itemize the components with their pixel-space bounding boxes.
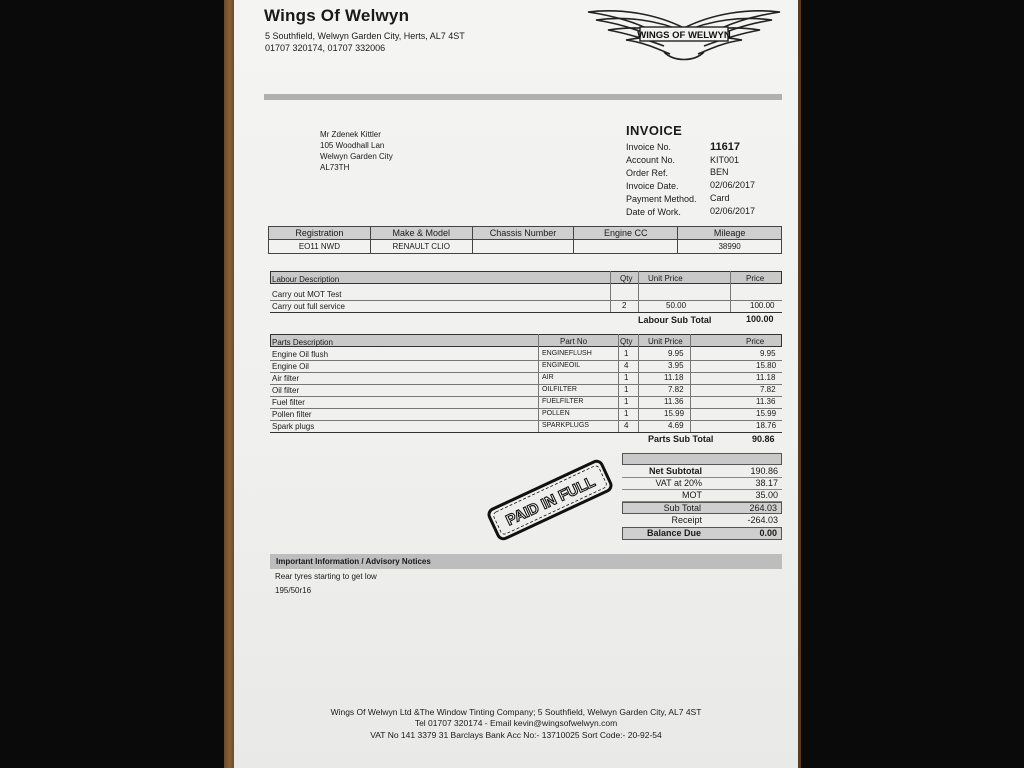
- mileage-header: Mileage: [678, 227, 782, 240]
- invoice-page: [234, 0, 798, 768]
- parts-row-unit-price: 4.69: [668, 421, 684, 430]
- receipt-label: Receipt: [671, 515, 702, 525]
- order-ref-label: Order Ref.: [626, 168, 669, 178]
- parts-row-description: Fuel filter: [272, 398, 305, 407]
- parts-price-header: Price: [746, 337, 765, 346]
- parts-description-header: Parts Description: [272, 338, 333, 347]
- parts-row-part-no: ENGINEFLUSH: [542, 350, 592, 357]
- invoice-no-value: 11617: [710, 141, 740, 153]
- footer-bank-line: VAT No 141 3379 31 Barclays Bank Acc No:- 13710025 Sort Code:- 20-92-54: [370, 730, 662, 740]
- receipt-value: -264.03: [747, 515, 778, 525]
- invoice-date-label: Invoice Date.: [626, 181, 679, 191]
- payment-method-label: Payment Method.: [626, 194, 697, 204]
- mot-label: MOT: [682, 490, 702, 500]
- labour-price-header: Price: [746, 274, 765, 283]
- parts-row-price: 18.76: [756, 421, 777, 430]
- parts-row-unit-price: 7.82: [668, 385, 684, 394]
- parts-row-price: 7.82: [760, 385, 776, 394]
- balance-due-label: Balance Due: [646, 528, 701, 538]
- sub-total-label: Sub Total: [663, 503, 701, 513]
- vat-label: VAT at 20%: [655, 478, 702, 488]
- invoice-title: INVOICE: [626, 123, 683, 138]
- customer-town: Welwyn Garden City: [320, 152, 393, 161]
- parts-row-qty: 1: [624, 409, 629, 418]
- make-model-header: Make & Model: [370, 227, 472, 240]
- mot-row: [622, 490, 782, 502]
- company-name: Wings Of Welwyn: [264, 6, 410, 25]
- labour-row-description: Carry out MOT Test: [272, 290, 342, 299]
- parts-row-unit-price: 11.36: [664, 397, 684, 406]
- balance-due-value: 0.00: [759, 528, 777, 538]
- account-no-label: Account No.: [626, 155, 676, 165]
- labour-qty-header: Qty: [620, 274, 633, 283]
- mot-value: 35.00: [755, 490, 778, 500]
- engine-cc-value: [574, 240, 678, 254]
- parts-row-price: 15.99: [756, 409, 777, 418]
- customer-street: 105 Woodhall Lan: [320, 141, 385, 150]
- svg-text:WINGS OF WELWYN: WINGS OF WELWYN: [637, 30, 731, 41]
- mileage-value: 38990: [678, 240, 782, 254]
- net-subtotal-value: 190.86: [750, 466, 778, 476]
- vehicle-table: [268, 226, 782, 254]
- receipt-row: [622, 515, 782, 527]
- labour-row-description: Carry out full service: [272, 302, 345, 311]
- net-subtotal-label: Net Subtotal: [649, 466, 702, 476]
- parts-subtotal-label: Parts Sub Total: [648, 434, 714, 444]
- customer-name: Mr Zdenek Kittler: [320, 130, 381, 139]
- invoice-date-value: 02/06/2017: [710, 180, 756, 190]
- parts-row-part-no: AIR: [542, 374, 554, 381]
- parts-row-unit-price: 15.99: [664, 409, 685, 418]
- labour-subtotal-label: Labour Sub Total: [638, 315, 712, 325]
- parts-row-part-no: FUELFILTER: [542, 398, 584, 405]
- company-address: 5 Southfield, Welwyn Garden City, Herts, AL7 4ST: [265, 31, 465, 41]
- parts-unit-price-header: Unit Price: [648, 337, 683, 346]
- parts-row-qty: 1: [624, 397, 629, 406]
- parts-row-description: Oil filter: [272, 386, 300, 395]
- totals-header-bar: [622, 453, 782, 465]
- advisory-line: Rear tyres starting to get low: [275, 572, 377, 581]
- parts-row-qty: 1: [624, 349, 629, 358]
- net-subtotal-row: [622, 466, 782, 478]
- parts-row-qty: 1: [624, 373, 629, 382]
- balance-due-row: [622, 527, 782, 540]
- parts-subtotal-value: 90.86: [752, 434, 775, 444]
- parts-row-part-no: SPARKPLUGS: [542, 422, 589, 429]
- svg-text:PAID IN FULL: PAID IN FULL: [503, 473, 598, 530]
- vat-row: [622, 478, 782, 490]
- labour-subtotal-value: 100.00: [746, 314, 774, 324]
- parts-row-price: 15.80: [756, 361, 777, 370]
- parts-row-qty: 4: [624, 361, 629, 370]
- parts-row-part-no: OILFILTER: [542, 386, 577, 393]
- make-model-value: RENAULT CLIO: [370, 240, 472, 254]
- chassis-number-header: Chassis Number: [472, 227, 574, 240]
- parts-header-bar: [270, 334, 782, 347]
- parts-row-description: Pollen filter: [272, 410, 312, 419]
- vat-value: 38.17: [755, 478, 778, 488]
- chassis-number-value: [472, 240, 574, 254]
- footer-contact-line: Tel 01707 320174 - Email kevin@wingsofwelwyn.com: [414, 718, 618, 728]
- parts-row-price: 9.95: [760, 349, 776, 358]
- registration-header: Registration: [269, 227, 371, 240]
- engine-cc-header: Engine CC: [574, 227, 678, 240]
- parts-row-description: Engine Oil: [272, 362, 309, 371]
- registration-value: EO11 NWD: [269, 240, 371, 254]
- advisory-header: Important Information / Advisory Notices: [270, 554, 782, 569]
- labour-header-bar: [270, 271, 782, 284]
- sub-total-value: 264.03: [749, 503, 777, 513]
- wings-logo-icon: [586, 6, 782, 64]
- parts-row-part-no: ENGINEOIL: [542, 362, 581, 369]
- advisory-line: 195/50r16: [275, 586, 312, 595]
- labour-row-unit-price: 50.00: [666, 301, 687, 310]
- parts-row-description: Spark plugs: [272, 422, 315, 431]
- labour-row-qty: 2: [622, 301, 627, 310]
- labour-row-price: 100.00: [750, 301, 775, 310]
- parts-row-qty: 1: [624, 385, 629, 394]
- account-no-value: KIT001: [710, 155, 740, 165]
- invoice-no-label: Invoice No.: [626, 142, 672, 152]
- labour-description-header: Labour Description: [272, 275, 340, 284]
- parts-row-part-no: POLLEN: [542, 410, 570, 417]
- customer-postcode: AL73TH: [320, 163, 350, 172]
- parts-qty-header: Qty: [620, 337, 633, 346]
- parts-row-unit-price: 3.95: [668, 361, 684, 370]
- date-of-work-value: 02/06/2017: [710, 206, 756, 216]
- parts-row-unit-price: 11.18: [664, 373, 684, 382]
- parts-row-description: Engine Oil flush: [272, 350, 329, 359]
- parts-row-qty: 4: [624, 421, 629, 430]
- payment-method-value: Card: [710, 193, 730, 203]
- parts-row-price: 11.36: [756, 397, 776, 406]
- header-divider: [264, 94, 782, 100]
- parts-row-price: 11.18: [756, 373, 776, 382]
- parts-part-no-header: Part No: [560, 337, 588, 346]
- sub-total-row: [622, 502, 782, 514]
- labour-unit-price-header: Unit Price: [648, 274, 683, 283]
- paid-in-full-stamp: [484, 457, 615, 544]
- company-phones: 01707 320174, 01707 332006: [265, 43, 386, 53]
- date-of-work-label: Date of Work.: [626, 207, 681, 217]
- parts-row-unit-price: 9.95: [668, 349, 684, 358]
- order-ref-value: BEN: [710, 167, 729, 177]
- footer-company-line: Wings Of Welwyn Ltd &The Window Tinting Company; 5 Southfield, Welwyn Garden City, AL7 4ST: [330, 707, 702, 717]
- parts-row-description: Air filter: [272, 374, 300, 383]
